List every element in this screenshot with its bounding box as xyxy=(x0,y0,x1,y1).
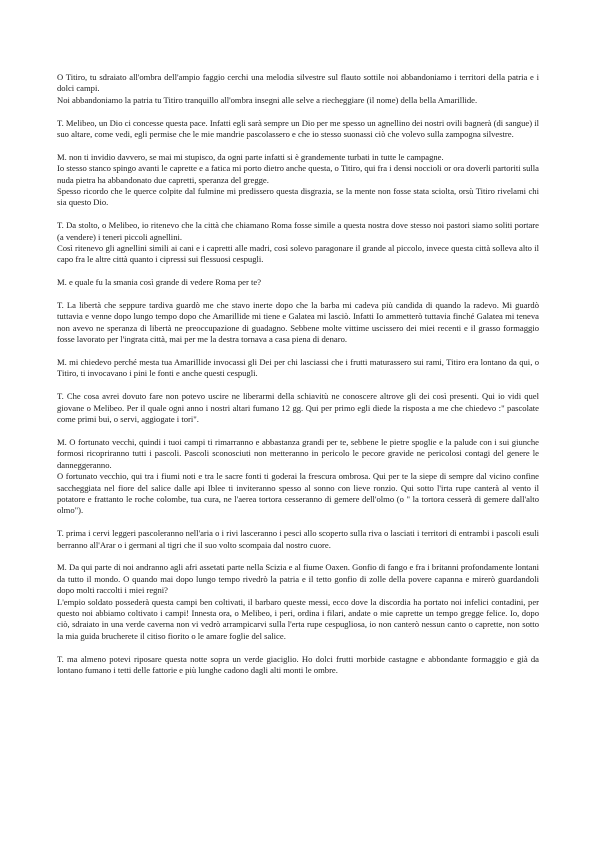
paragraph-text: T. prima i cervi leggeri pascoleranno nell'aria o i rivi lasceranno i pesci allo scoperto sulla riva o lasciati i territori di entrambi i pascoli esuli berranno all'Arar o i germani al tigri che il suo volto scompaia dal nostro cuore. xyxy=(57,528,539,550)
paragraph xyxy=(57,528,539,551)
paragraph-text: O fortunato vecchio, qui tra i fiumi noti e tra le sacre fonti ti goderai la frescura ombrosa. Qui per te la siepe di sempre dal vicino confine saccheggiata nel fiore del salice dalle api Iblee ti inviteranno spesso al sonno con lieve ronzio. Qui sotto l'irta rupe canterà al vento il potatore e frattanto le roche colombe, tua cura, ne l'aerea tortora cesseranno di gemere dell'olmo (o " la tortora cesserà di gemere dall'alto olmo"). xyxy=(57,471,539,516)
paragraph xyxy=(57,277,539,288)
paragraph xyxy=(57,118,539,141)
paragraph-text: L'empio soldato possederà questa campi ben coltivati, il barbaro queste messi, ecco dove la discordia ha portato noi infelici contadini, per questo noi abbiamo coltivato i campi! Innesta ora, o Melibeo, i peri, ordina i filari, andate o mie caprette un tempo gregge felice. Io, dopo ciò, sdraiato in una verde caverna non vi vedrò arrampicarvi sulla l'erta rupe cespugliosa, io non canterò nessun canto o caprette, non sotto la mia guida brucherete il citiso fiorito o le amare foglie del salice. xyxy=(57,596,539,641)
document-page xyxy=(57,72,539,688)
paragraph-text: M. Da qui parte di noi andranno agli afri assetati parte nella Scizia e al fiume Oaxen. Gonfio di fango e fra i britanni profondamente lontani da tutto il mondo. O quando mai dopo lungo tempo rivedrò la patria e il tetto gonfio di zolle della povere capanna e mirerò guardandoli dopo molti raccolti i miei regni? xyxy=(57,562,539,596)
paragraph xyxy=(57,391,539,425)
paragraph-text: O Titiro, tu sdraiato all'ombra dell'ampio faggio cerchi una melodia silvestre sul flauto sottile noi abbandoniamo i territori della patria e i dolci campi. xyxy=(57,72,539,94)
paragraph-text: T. La libertà che seppure tardiva guardò me che stavo inerte dopo che la barba mi cadeva più candida di quando la radevo. Mi guardò tuttavia e venne dopo lungo tempo dopo che Amarillide mi tiene e Galatea mi lasciò. Infatti Io ammetterò tuttavia finché Galatea mi teneva non avevo ne speranza di libertà ne preoccupazione di guadagno. Sebbene molte vittime uscissero dei miei recenti e il grasso formaggio fosse lavorato per l'ingrata città, mai per me la destra tornava a casa piena di denaro. xyxy=(57,300,539,345)
paragraph-text: T. Da stolto, o Melibeo, io ritenevo che la città che chiamano Roma fosse simile a questa nostra dove stesso noi pastori siamo soliti portare (a vendere) i teneri piccoli agnellini. xyxy=(57,220,539,242)
paragraph xyxy=(57,152,539,209)
paragraph-text: M. mi chiedevo perché mesta tua Amarillide invocassi gli Dei per chi lasciassi che i frutti maturassero sui rami, Titiro era lontano da qui, o Titiro, ti invocavano i pini le fonti e anche questi cespugli. xyxy=(57,357,539,379)
paragraph-text: T. ma almeno potevi riposare questa notte sopra un verde giaciglio. Ho dolci frutti morbide castagne e abbondante formaggio e già da lontano fumano i tetti delle fattorie e più lunghe cadono dagli alti monti le ombre. xyxy=(57,653,539,675)
paragraph-text: T. Che cosa avrei dovuto fare non potevo uscire ne liberarmi della schiavitù ne conoscere altrove gli dei così presenti. Qui io vidi quel giovane o Melibeo. Per il quale ogni anno i nostri altari fumano 12 gg. Qui per primo egli diede la risposta a me che chiedevo :" pascolate come primi bui, o servi, aggiogate i tori". xyxy=(57,391,539,425)
paragraph-text: M. O fortunato vecchi, quindi i tuoi campi ti rimarranno e abbastanza grandi per te, sebbene le pietre spoglie e la palude con i sui giunche formosi ricopriranno tutti i pascoli. Pascoli sconosciuti non metteranno in pericolo le pecore gravide ne pericolosi contagi del genere le danneggeranno. xyxy=(57,436,539,470)
paragraph-text: Noi abbandoniamo la patria tu Titiro tranquillo all'ombra insegni alle selve a riecheggiare (il nome) della bella Amarillide. xyxy=(57,94,478,105)
paragraph xyxy=(57,654,539,677)
paragraph-text: M. e quale fu la smania così grande di vedere Roma per te? xyxy=(57,277,262,288)
paragraph xyxy=(57,300,539,346)
paragraph xyxy=(57,220,539,266)
paragraph xyxy=(57,562,539,642)
paragraph xyxy=(57,357,539,380)
paragraph-text: M. non ti invidio davvero, se mai mi stupisco, da ogni parte infatti si è grandemente turbati in tutte le campagne. xyxy=(57,151,444,162)
paragraph-text: Spesso ricordo che le querce colpite dal fulmine mi predissero questa disgrazia, se la mente non fosse stata sciolta, orsù Titiro rivelami chi sia questo Dio. xyxy=(57,186,539,208)
paragraph xyxy=(57,437,539,517)
paragraph-text: Così ritenevo gli agnellini simili ai cani e i capretti alle madri, così solevo paragonare il grande al piccolo, invece questa città solleva alto il capo fra le altre città quanto i cipressi sui flessuosi cespugli. xyxy=(57,243,539,265)
paragraph-text: T. Melibeo, un Dio ci concesse questa pace. Infatti egli sarà sempre un Dio per me spesso un agnellino dei nostri ovili bagnerà (di sangue) il suo altare, come vedi, egli permise che le mie mandrie pascolassero e che io stesso suonassi ciò che volevo sulla zampogna silvestre. xyxy=(57,117,539,140)
paragraph xyxy=(57,72,539,106)
paragraph-text: Io stesso stanco spingo avanti le caprette e a fatica mi porto dietro anche questa, o Titiro, qui fra i densi noccioli or ora doverli partoriti sulla nuda pietra ha abbandonato due capretti, speranza del gregge. xyxy=(57,163,539,185)
